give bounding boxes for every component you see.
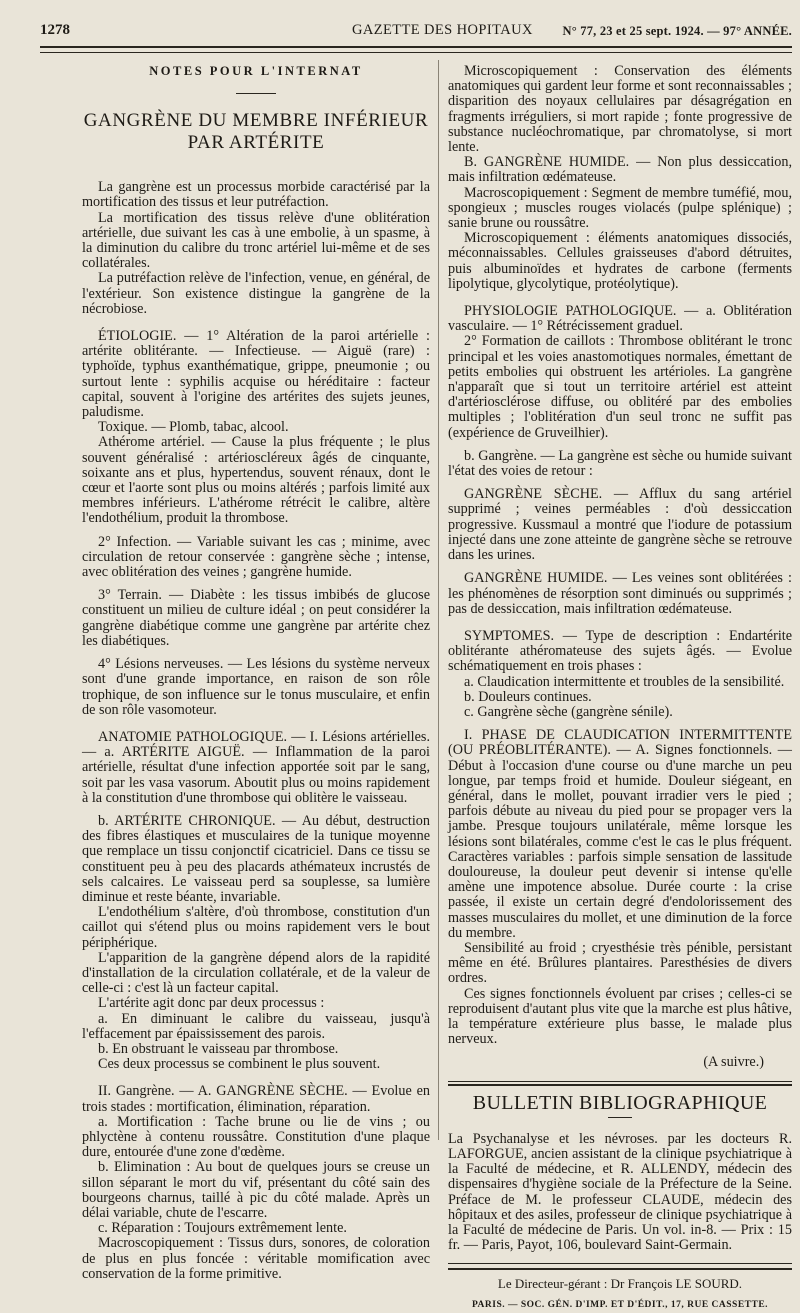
section-rule xyxy=(448,1081,792,1082)
journal-title: GAZETTE DES HOPITAUX xyxy=(352,22,533,38)
section-kicker: NOTES POUR L'INTERNAT xyxy=(149,64,363,78)
bulletin-entry: La Psychanalyse et les névroses. par les docteurs R. LAFORGUE, ancien assistant de la clinique psychiatrique à la Faculté de médecine, et R. ALLENDY, médecin des dispensaires d'hygiène sociale de la Préfecture de la Seine. Préface de M. le professeur CLAUDE, médecin des hôpitaux et des asiles, professeur de clinique psychiatrique à la Faculté de médecine de Paris. Un vol. in-8. — Prix : 15 fr. — Paris, Payot, 106, boulevard Saint-Germain. xyxy=(448,1130,792,1254)
footer-rule xyxy=(448,1263,792,1264)
header-rule-thin xyxy=(40,52,792,53)
paragraph: La gangrène est un processus morbide caractérisé par la mortification des tissus et leur putréfaction. xyxy=(82,179,430,211)
paragraph: I. PHASE DE CLAUDICATION INTERMITTENTE (OU PRÉOBLITÉRANTE). — A. Signes fonctionnels. — Début à l'occasion d'une course ou d'une marche un peu longue, par temps froid et humide. Douleur siégeant, en général, dans le mollet, pouvant irradier vers le pied ; parfois débute au niveau du pied pour se propager vers la jambe. Presque toujours unilatérale, même lorsque les lésions sont bilatérales, comme c'est le cas le plus fréquent. Caractères variables : parfois simple sensation de lassitude douloureuse, la douleur peut devenir si intense qu'elle amène une impotence absolue. Durée courte : la crise passée, il existe un certain degré d'endolorissement des masses musculaires du mollet, et une diminution de la force du membre. xyxy=(448,727,792,941)
paragraph: b. ARTÉRITE CHRONIQUE. — Au début, destruction des fibres élastiques et musculaires de la tunique moyenne que remplace un tissu conjonctif cicatriciel. Dans ce tissu se constituent peu à peu des placards athémateux incrustés de sels calcaires. Le vaisseau perd sa souplesse, sa lumière diminue et reste béante, invariable. xyxy=(82,812,430,905)
right-column xyxy=(448,64,792,1313)
paragraph: L'apparition de la gangrène dépend alors de la rapidité d'installation de la circulation collatérale, et de la valeur de celle-ci : c'est là un facteur capital. xyxy=(82,949,430,997)
paragraph: a. En diminuant le calibre du vaisseau, jusqu'à l'effacement par épaississement des parois. xyxy=(82,1010,430,1042)
paragraph: b. Douleurs continues. xyxy=(464,688,592,705)
paragraph: c. Réparation : Toujours extrêmement lente. xyxy=(98,1220,347,1237)
paragraph-anatomie: ANATOMIE PATHOLOGIQUE. — I. Lésions artérielles. — a. ARTÉRITE AIGUË. — Inflammation de la paroi artérielle, résultat d'une infection apportée soit par le sang, soit par les vasa vasorum. Aboutit plus ou moins rapidement à la constitution d'une thrombose qui oblitère le vaisseau. xyxy=(82,728,430,806)
paragraph: a. Mortification : Tache brune ou lie de vins ; ou phlyctène à contenu roussâtre. Constitution d'une plaque dure, entourée d'une zone d'œdème. xyxy=(82,1113,430,1161)
paragraph: b. En obstruant le vaisseau par thrombose. xyxy=(98,1040,339,1057)
left-column xyxy=(82,64,430,1282)
bulletin-rule xyxy=(608,1117,632,1118)
paragraph-gangrene: II. Gangrène. — A. GANGRÈNE SÈCHE. — Evolue en trois stades : mortification, élimination, réparation. xyxy=(82,1083,430,1115)
paragraph: Macroscopiquement : Tissus durs, sonores, de coloration de plus en plus foncée : véritable momification avec conservation de la forme primitive. xyxy=(82,1235,430,1282)
paragraph-etiologie: ÉTIOLOGIE. — 1° Altération de la paroi artérielle : artérite oblitérante. — Infectieuse. — Aiguë (rare) : typhoïde, typhus exanthématique, grippe, pneumonie ; ou surtout lente : syphilis acquise ou héréditaire : facteur capital, souvent à l'origine des artérites des sujets jeunes, paludisme. xyxy=(82,328,430,421)
article-headline: GANGRÈNE DU MEMBRE INFÉRIEUR PAR ARTÉRITE xyxy=(83,110,429,154)
paragraph: La putréfaction relève de l'infection, venue, en général, de l'extérieur. Son existence distingue la gangrène de la nécrobiose. xyxy=(82,270,430,317)
kicker-rule xyxy=(236,93,276,94)
paragraph: 2° Infection. — Variable suivant les cas ; minime, avec circulation de retour conservée : gangrène sèche ; intense, avec oblitération des veines ; gangrène humide. xyxy=(82,533,430,581)
paragraph: Toxique. — Plomb, tabac, alcool. xyxy=(98,419,289,436)
paragraph: b. Elimination : Au bout de quelques jours se creuse un sillon séparant le mort du vif, présentant du côté sain des bourgeons charnus, taillé à pic du côté malade. Après un délai variable, chute de l'escarre. xyxy=(82,1159,430,1221)
paragraph: Ces signes fonctionnels évoluent par crises ; celles-ci se reproduisent d'autant plus vite que la marche est plus hâtive, la température extérieure plus basse, le malade plus nerveux. xyxy=(448,985,792,1048)
paragraph: GANGRÈNE HUMIDE. — Les veines sont oblitérées : les phénomènes de résorption sont diminués ou supprimés ; pas de dessiccation, mais infiltration œdémateuse. xyxy=(448,570,792,617)
paragraph: 3° Terrain. — Diabète : les tissus imbibés de glucose constituent un milieu de culture idéal ; on peut considérer la gangrène diabétique comme une gangrène par artérite chez les diabétiques. xyxy=(82,587,430,649)
footer-rule-thick xyxy=(448,1268,792,1270)
paragraph: 2° Formation de caillots : Thrombose oblitérant le tronc principal et les voies anastomotiques normales, émettant de petits embolies qui obstruent les artérioles. La gangrène n'apparaît que si tout un territoire artériel est atteint d'artériosclérose diffuse, ou oblitéré par des embolies multiples ; l'oblitération d'un seul tronc ne suffit pas (expérience de Gruveilhier). xyxy=(448,333,792,441)
paragraph: L'endothélium s'altère, d'où thrombose, constitution d'un caillot qui s'étend plus ou moins rapidement vers le bout périphérique. xyxy=(82,904,430,951)
paragraph: Ces deux processus se combinent le plus souvent. xyxy=(98,1056,381,1073)
paragraph: a. Claudication intermittente et troubles de la sensibilité. xyxy=(464,673,785,690)
to-be-continued: (A suivre.) xyxy=(703,1054,764,1071)
paragraph: b. Gangrène. — La gangrène est sèche ou humide suivant l'état des voies de retour : xyxy=(448,447,792,480)
paragraph: GANGRÈNE SÈCHE. — Afflux du sang artériel supprimé ; veines perméables : d'où dessiccation progressive. Kussmaul a montré que l'iodure de potassium injecté dans une zone atteinte de gangrène sèche se retrouve dans les urines. xyxy=(448,486,792,564)
page-number: 1278 xyxy=(40,22,70,38)
paragraph: L'artérite agit donc par deux processus : xyxy=(98,995,325,1012)
paragraph-symptomes: SYMPTOMES. — Type de description : Endartérite oblitérante athéromateuse des sujets âgés. — Evolue schématiquement en trois phases : xyxy=(448,627,792,675)
paragraph-physiologie: PHYSIOLOGIE PATHOLOGIQUE. — a. Oblitération vasculaire. — 1° Rétrécissement graduel. xyxy=(448,303,792,335)
paragraph: Macroscopiquement : Segment de membre tuméfié, mou, spongieux ; muscles rouges violacés (pulpe splénique) ; sanie brune ou roussâtre. xyxy=(448,184,792,232)
section-rule-thick xyxy=(448,1084,792,1086)
column-divider xyxy=(438,60,439,1140)
issue-line: N° 77, 23 et 25 sept. 1924. — 97° ANNÉE. xyxy=(562,24,792,38)
page-header xyxy=(40,20,792,46)
printer-imprint: PARIS. — SOC. GÉN. D'IMP. ET D'ÉDIT., 17, RUE CASSETTE. xyxy=(471,1299,769,1310)
bulletin-title: BULLETIN BIBLIOGRAPHIQUE xyxy=(472,1091,768,1114)
paragraph: La mortification des tissus relève d'une oblitération artérielle, due suivant les cas à une embolie, à un spasme, à la diminution du calibre du tronc artériel lui-même et de ses collatérales. xyxy=(82,209,430,272)
director-line: Le Directeur-gérant : Dr François LE SOURD. xyxy=(497,1276,743,1292)
paragraph: B. GANGRÈNE HUMIDE. — Non plus dessiccation, mais infiltration œdémateuse. xyxy=(448,154,792,186)
paragraph: Sensibilité au froid ; cryesthésie très pénible, persistant même en été. Brûlures plantaires. Paresthésies de divers ordres. xyxy=(448,939,792,987)
paragraph: Microscopiquement : éléments anatomiques dissociés, méconnaissables. Cellules graisseuses d'abord détruites, puis albuminoïdes et hydrates de carbone (ferments lipolytique, glycolytique, protéolytique). xyxy=(448,230,792,292)
paragraph: Microscopiquement : Conservation des éléments anatomiques qui gardent leur forme et sont reconnaissables ; disparition des noyaux cellulaires par désagrégation en fragments irréguliers, si mort rapide ; fonte progressive de substance nucléochromatique, par chromatolyse, si mort lente. xyxy=(448,63,792,156)
paragraph: 4° Lésions nerveuses. — Les lésions du système nerveux sont d'une grande importance, en raison de son rôle trophique, de son influence sur le tonus musculaire, et enfin de son rôle vasomoteur. xyxy=(82,656,430,718)
paragraph: c. Gangrène sèche (gangrène sénile). xyxy=(464,703,673,720)
header-rule xyxy=(40,46,792,48)
paragraph: Athérome artériel. — Cause la plus fréquente ; le plus souvent généralisé : artérioscléreux âgés de cinquante, soixante ans et plus, hypertendus, souvent rénaux, dont le cœur et l'aorte sont plus ou moins altérés ; parfois limité aux membres inférieurs. L'athérome rétrécit le calibre, altère l'endothélium, produit la thrombose. xyxy=(82,434,430,527)
